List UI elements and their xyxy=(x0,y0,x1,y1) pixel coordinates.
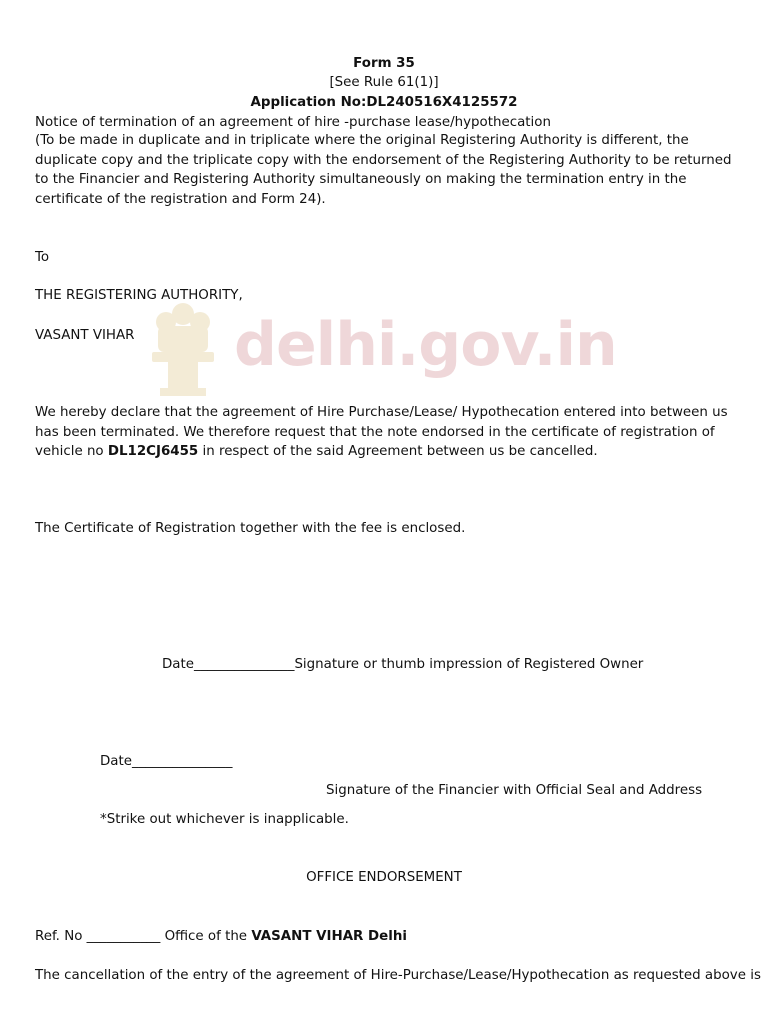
financier-signature-label: Signature of the Financier with Official Seal and Address xyxy=(326,783,703,798)
financier-date-field: Date_______________ xyxy=(100,754,233,769)
owner-signature-line xyxy=(162,655,643,674)
owner-date-field: Date_______________ xyxy=(162,657,295,672)
notice-title: Notice of termination of an agreement of hire -purchase lease/hypothecation xyxy=(35,115,551,130)
instructions-paragraph: (To be made in duplicate and in triplicate where the original Registering Authority is different, the duplicate copy and the triplicate copy with the endorsement of the Registering Authority to be returned to the Financier and Registering Authority simultaneously on making the termination entry in the certificate of the registration and Form 24). xyxy=(35,133,732,207)
address-location: VASANT VIHAR xyxy=(35,328,135,343)
national-emblem-icon xyxy=(138,296,228,400)
address-to: To xyxy=(35,250,50,265)
declaration-text-after: in respect of the said Agreement between us be cancelled. xyxy=(198,444,598,459)
office-endorsement-heading: OFFICE ENDORSEMENT xyxy=(306,870,462,885)
cancellation-statement: The cancellation of the entry of the agreement of Hire-Purchase/Lease/Hypothecation as requested above is xyxy=(35,968,761,983)
rule-reference: [See Rule 61(1)] xyxy=(329,75,439,90)
watermark-text: delhi.gov.in xyxy=(234,310,617,380)
form-title: Form 35 xyxy=(353,56,415,71)
certificate-statement: The Certificate of Registration together with the fee is enclosed. xyxy=(35,521,466,536)
owner-signature-label: Signature or thumb impression of Registered Owner xyxy=(294,657,644,672)
strike-out-note: *Strike out whichever is inapplicable. xyxy=(100,812,349,827)
ref-number-line xyxy=(35,927,407,946)
delhi-gov-watermark xyxy=(138,296,617,400)
office-name: VASANT VIHAR Delhi xyxy=(251,929,407,944)
ref-number-label: Ref. No ___________ Office of the xyxy=(35,929,252,944)
vehicle-number: DL12CJ6455 xyxy=(107,444,199,459)
address-authority: THE REGISTERING AUTHORITY, xyxy=(35,288,243,303)
declaration-paragraph xyxy=(35,403,735,462)
application-number: Application No:DL240516X4125572 xyxy=(250,95,518,110)
declaration-text-before: We hereby declare that the agreement of Hire Purchase/Lease/ Hypothecation entered into between us has been terminated. We therefore request that the note endorsed in the certificate of registration of vehicle no xyxy=(35,405,728,459)
